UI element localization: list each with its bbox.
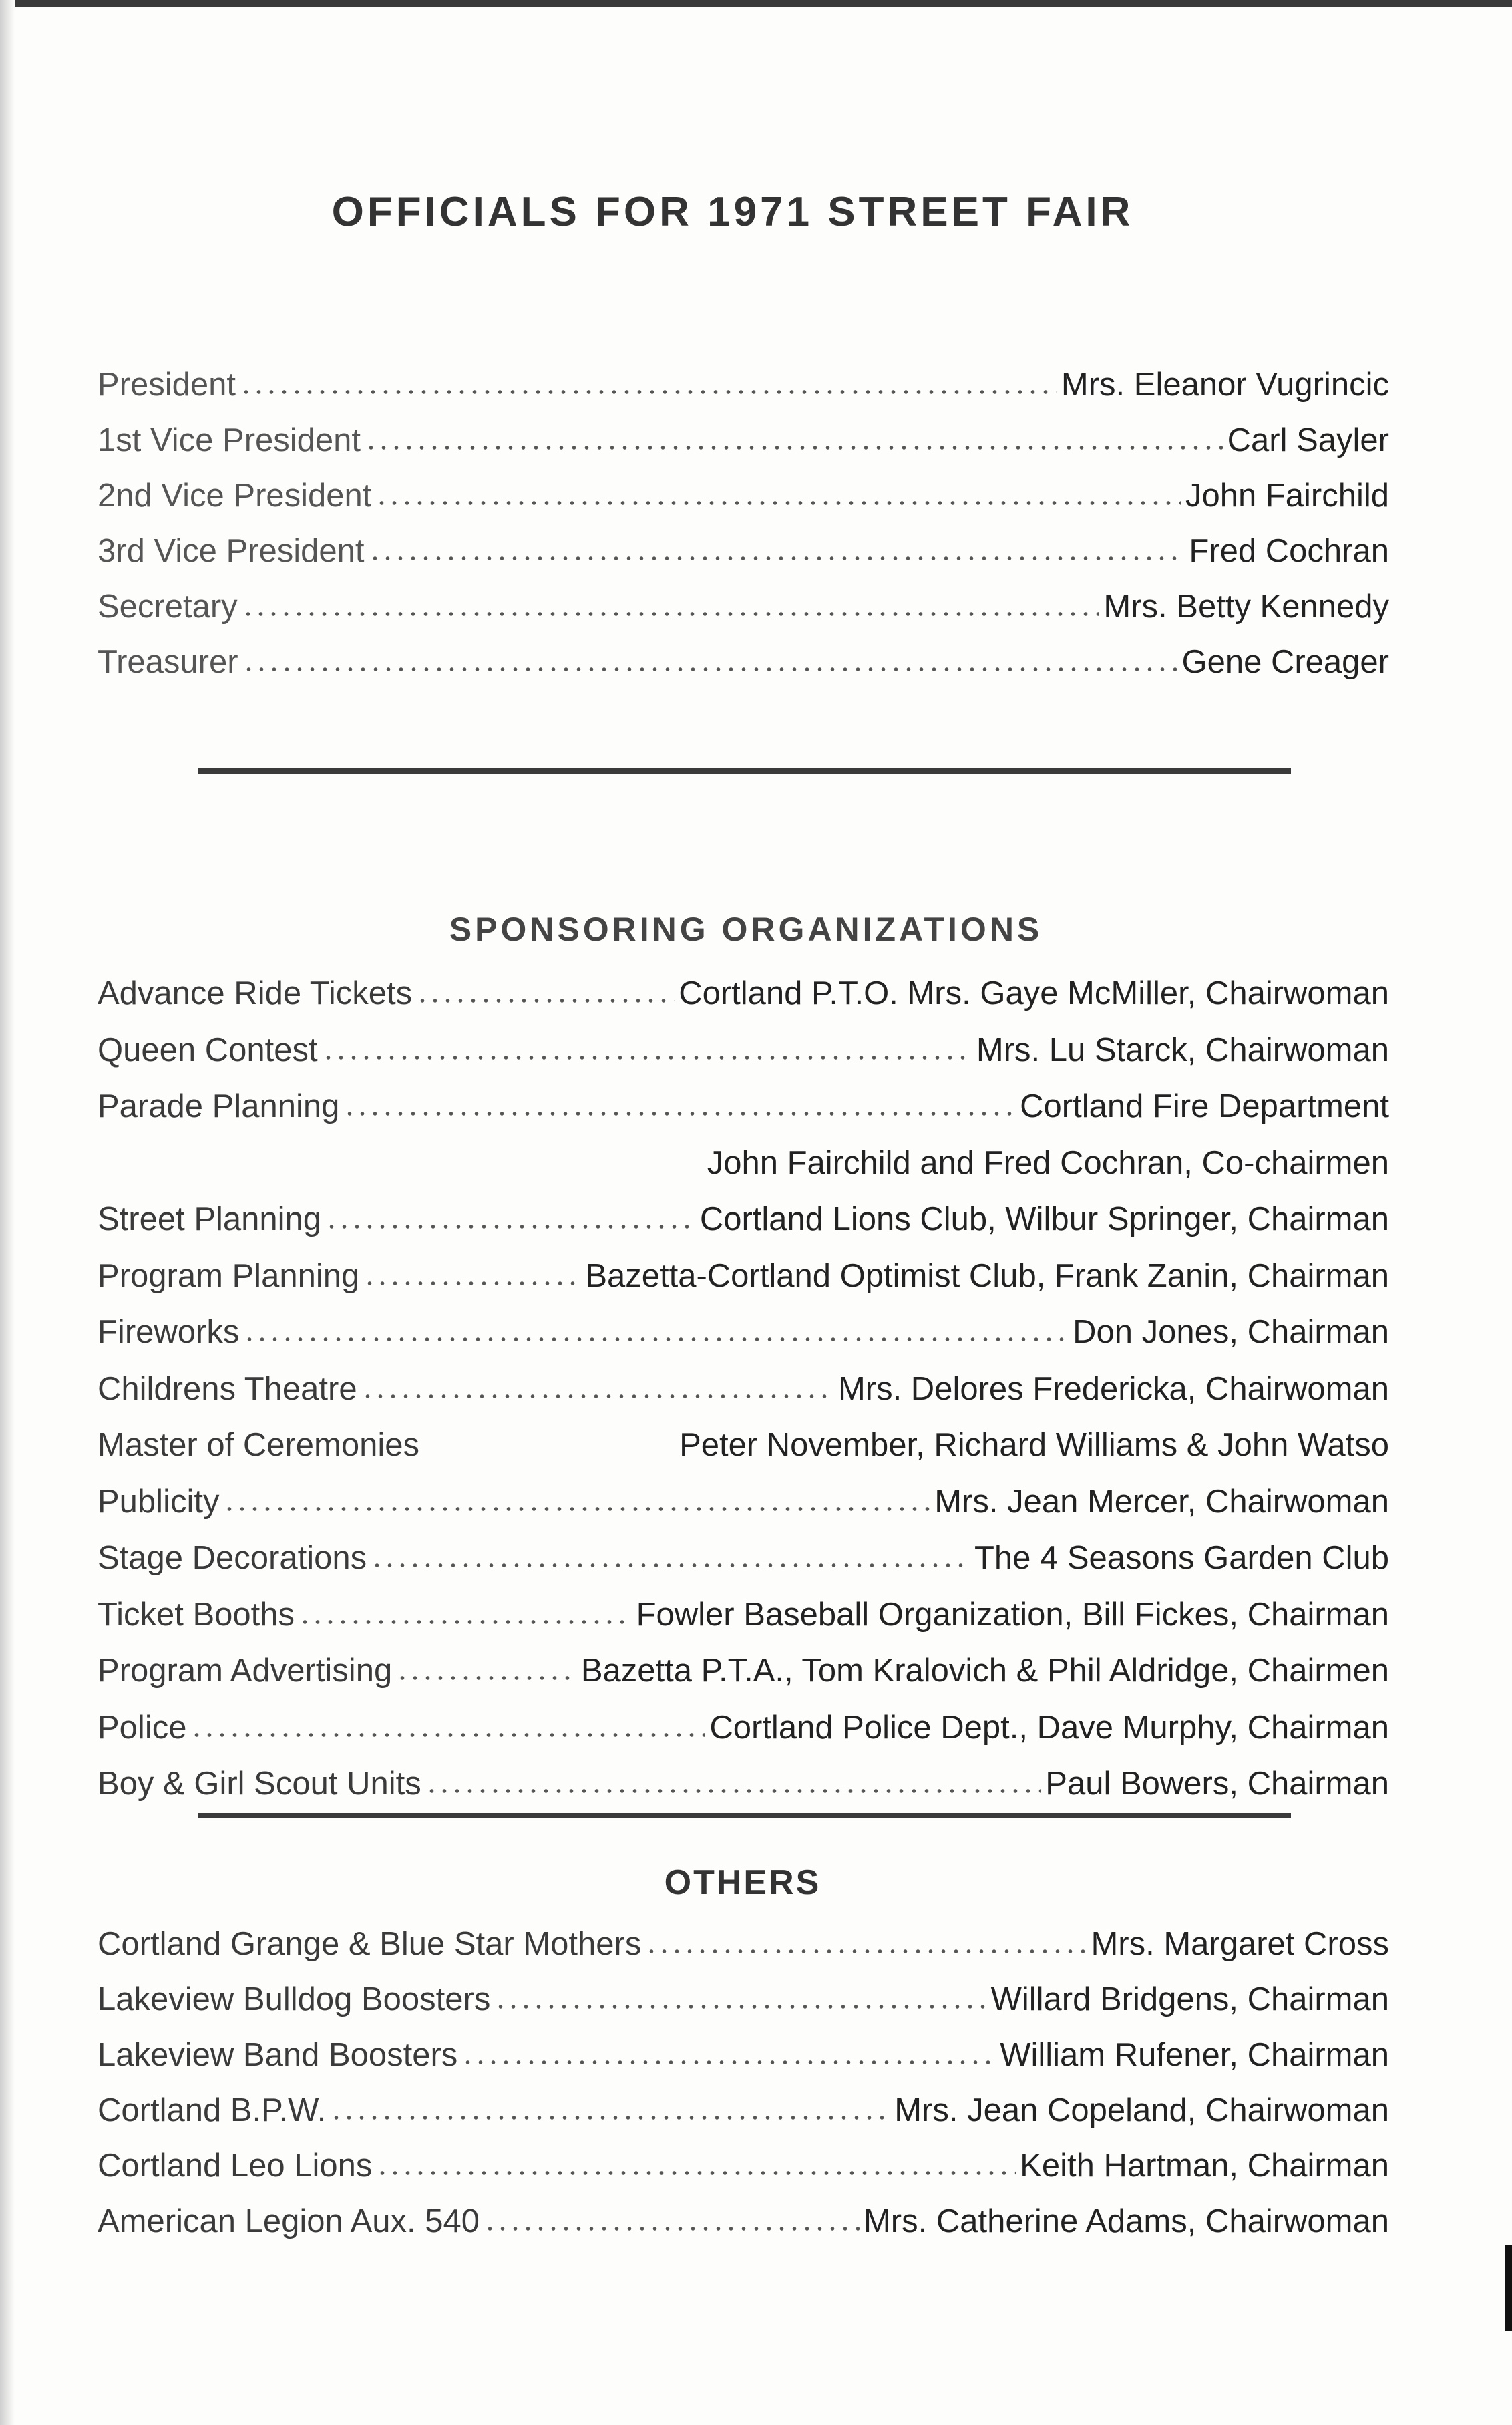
- dot-leader: [423, 1449, 675, 1456]
- list-item: [98, 1700, 1389, 1756]
- assignee-name: Keith Hartman, Chairman: [1020, 2148, 1389, 2184]
- list-item: [98, 1972, 1389, 2028]
- assignee-name: Mrs. Lu Starck, Chairwoman: [976, 1031, 1389, 1068]
- list-item: [98, 1917, 1389, 1972]
- list-item: [98, 2028, 1389, 2083]
- sponsoring-heading: SPONSORING ORGANIZATIONS: [449, 911, 1043, 948]
- assignee-name: Bazetta P.T.A., Tom Kralovich & Phil Aldridge, Chairmen: [580, 1653, 1389, 1689]
- list-item: [98, 1191, 1389, 1248]
- assignee-name: Willard Bridgens, Chairman: [990, 1981, 1389, 2017]
- assignee-name: Paul Bowers, Chairman: [1045, 1766, 1389, 1802]
- role-label: 2nd Vice President: [98, 478, 372, 514]
- assignee-name: Peter November, Richard Williams & John Watso: [679, 1427, 1389, 1463]
- role-label: Cortland Grange & Blue Star Mothers: [98, 1926, 642, 1962]
- role-label: Advance Ride Tickets: [98, 975, 413, 1011]
- page-left-shadow: [0, 0, 15, 2425]
- assignee-name: Fowler Baseball Organization, Bill Fickes, Chairman: [636, 1596, 1389, 1633]
- dot-leader: [484, 2225, 860, 2232]
- assignee-name: Cortland Fire Department: [1020, 1088, 1389, 1124]
- dot-leader: [363, 1280, 581, 1287]
- dot-leader: [396, 1675, 577, 1681]
- page-title: OFFICIALS FOR 1971 STREET FAIR: [331, 189, 1134, 235]
- role-label: Program Advertising: [98, 1653, 393, 1689]
- dot-leader: [325, 1223, 696, 1230]
- assignee-name: Don Jones, Chairman: [1073, 1314, 1389, 1350]
- dot-leader: [322, 1054, 972, 1061]
- list-item: [98, 1587, 1389, 1643]
- role-label: Cortland Leo Lions: [98, 2148, 373, 2184]
- dot-leader: [461, 2059, 996, 2066]
- role-label: Fireworks: [98, 1314, 240, 1350]
- assignee-name: Mrs. Eleanor Vugrincic: [1061, 367, 1389, 403]
- dot-leader: [376, 2170, 1016, 2176]
- dot-leader: [223, 1506, 930, 1512]
- assignee-name: John Fairchild: [1185, 478, 1389, 514]
- dot-leader: [240, 389, 1057, 395]
- list-item: [98, 635, 1389, 690]
- dot-leader: [494, 2003, 986, 2010]
- role-label: Childrens Theatre: [98, 1370, 357, 1407]
- list-item: [98, 1417, 1389, 1474]
- dot-leader: [343, 1110, 1016, 1117]
- divider: [198, 1813, 1291, 1818]
- list-item: [98, 965, 1389, 1022]
- role-label: Street Planning: [98, 1201, 322, 1237]
- role-label: Publicity: [98, 1483, 220, 1520]
- assignee-name: Cortland Lions Club, Wilbur Springer, Chairman: [699, 1201, 1389, 1237]
- dot-leader: [243, 1336, 1069, 1343]
- role-label: Secretary: [98, 589, 238, 625]
- dot-leader: [425, 1788, 1042, 1794]
- list-item: [98, 1304, 1389, 1361]
- sponsoring-list: [98, 965, 1389, 1812]
- role-label: President: [98, 367, 236, 403]
- assignee-name: The 4 Seasons Garden Club: [974, 1540, 1389, 1576]
- dot-leader: [365, 444, 1223, 451]
- dot-leader: [371, 1562, 970, 1569]
- dot-leader: [645, 1948, 1087, 1955]
- assignee-name: Mrs. Margaret Cross: [1091, 1926, 1389, 1962]
- assignee-name: Mrs. Jean Mercer, Chairwoman: [934, 1483, 1389, 1520]
- list-item: [98, 2138, 1389, 2194]
- dot-leader: [190, 1732, 705, 1738]
- list-item: [98, 579, 1389, 635]
- list-item: [98, 357, 1389, 413]
- dot-leader: [242, 666, 1178, 673]
- dot-leader: [361, 1393, 834, 1400]
- role-label: Ticket Booths: [98, 1596, 295, 1633]
- list-item: [98, 468, 1389, 524]
- role-label: American Legion Aux. 540: [98, 2203, 480, 2239]
- role-label: Parade Planning: [98, 1088, 340, 1124]
- dot-leader: [330, 2114, 890, 2121]
- list-item: [98, 1248, 1389, 1305]
- role-label: Lakeview Band Boosters: [98, 2037, 458, 2073]
- list-item: [98, 1078, 1389, 1135]
- role-label: Queen Contest: [98, 1031, 318, 1068]
- page-top-edge: [0, 0, 1512, 7]
- assignee-name: Mrs. Catherine Adams, Chairwoman: [863, 2203, 1389, 2239]
- assignee-name: Cortland Police Dept., Dave Murphy, Chairman: [709, 1709, 1389, 1746]
- role-label: Boy & Girl Scout Units: [98, 1766, 421, 1802]
- dot-leader: [375, 500, 1181, 506]
- list-item: [98, 1022, 1389, 1079]
- dot-leader: [416, 997, 675, 1004]
- list-item: [98, 1756, 1389, 1812]
- dot-leader: [242, 611, 1100, 617]
- others-heading: OTHERS: [664, 1863, 821, 1902]
- role-label: Cortland B.P.W.: [98, 2092, 327, 2128]
- list-item: [98, 1361, 1389, 1418]
- divider: [198, 768, 1291, 774]
- list-item: [98, 524, 1389, 579]
- list-item: [98, 1643, 1389, 1700]
- role-label: 1st Vice President: [98, 422, 361, 458]
- role-label: Program Planning: [98, 1257, 360, 1294]
- list-item: [98, 1135, 1389, 1192]
- role-label: Stage Decorations: [98, 1540, 367, 1576]
- assignee-name: Bazetta-Cortland Optimist Club, Frank Zanin, Chairman: [585, 1257, 1389, 1294]
- assignee-name: Cortland P.T.O. Mrs. Gaye McMiller, Chairwoman: [679, 975, 1389, 1011]
- assignee-name: Mrs. Betty Kennedy: [1103, 589, 1389, 625]
- page-edge-mark: [1505, 2245, 1512, 2331]
- dot-leader: [369, 555, 1185, 562]
- role-label: Lakeview Bulldog Boosters: [98, 1981, 491, 2017]
- assignee-name: William Rufener, Chairman: [1000, 2037, 1389, 2073]
- dot-leader: [102, 1167, 703, 1174]
- role-label: Master of Ceremonies: [98, 1427, 420, 1463]
- assignee-name: Mrs. Delores Fredericka, Chairwoman: [837, 1370, 1389, 1407]
- assignee-name: Carl Sayler: [1227, 422, 1389, 458]
- role-label: 3rd Vice President: [98, 533, 365, 569]
- assignee-name: John Fairchild and Fred Cochran, Co-chairmen: [707, 1144, 1389, 1181]
- others-list: [98, 1917, 1389, 2249]
- list-item: [98, 1530, 1389, 1587]
- list-item: [98, 2194, 1389, 2249]
- role-label: Police: [98, 1709, 187, 1746]
- role-label: Treasurer: [98, 644, 238, 680]
- assignee-name: Gene Creager: [1181, 644, 1389, 680]
- list-item: [98, 1474, 1389, 1530]
- officials-list: [98, 357, 1389, 690]
- assignee-name: Fred Cochran: [1189, 533, 1389, 569]
- dot-leader: [299, 1619, 632, 1625]
- assignee-name: Mrs. Jean Copeland, Chairwoman: [894, 2092, 1389, 2128]
- list-item: [98, 413, 1389, 468]
- list-item: [98, 2083, 1389, 2138]
